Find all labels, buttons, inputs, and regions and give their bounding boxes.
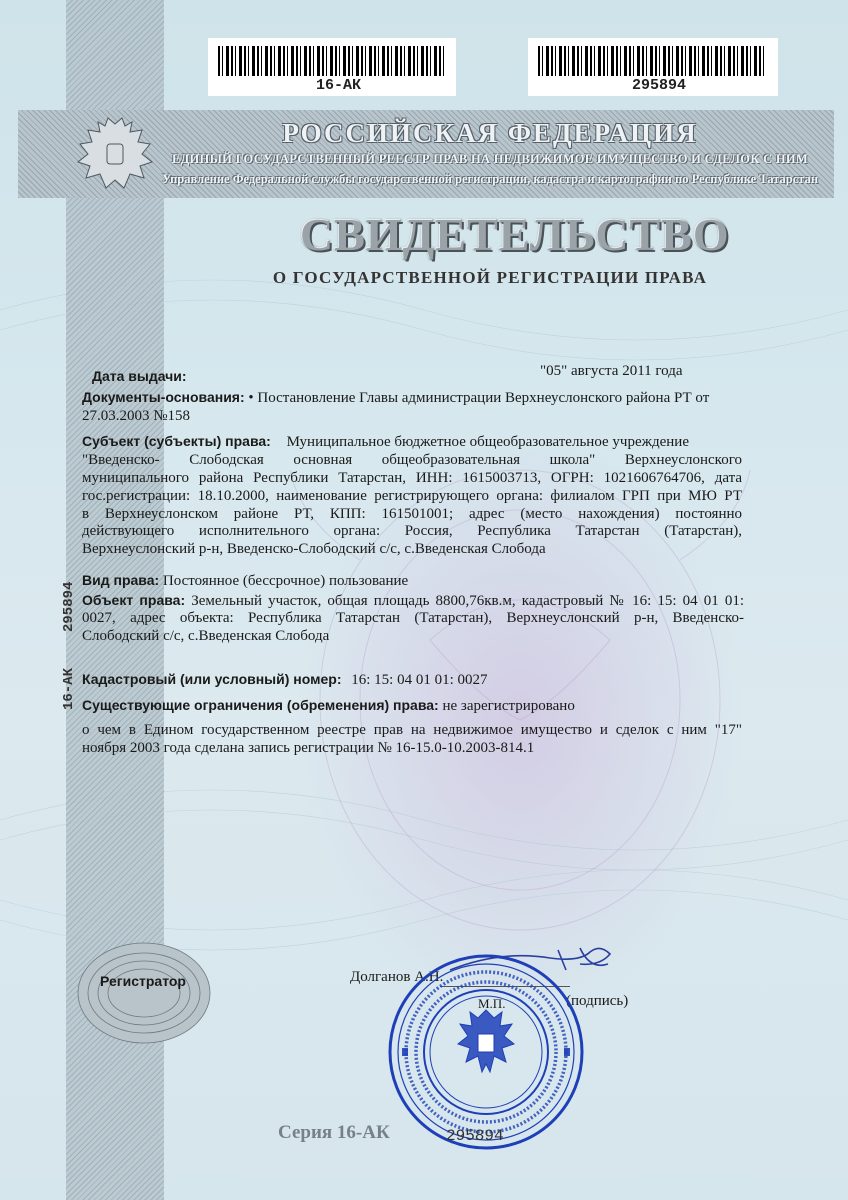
header-subtitle-registry: ЕДИНЫЙ ГОСУДАРСТВЕННЫЙ РЕЕСТР ПРАВ НА НЕДВИЖИМОЕ ИМУЩЕСТВО И СДЕЛОК С НИМ	[171, 152, 809, 166]
cadastral-label: Кадастровый (или условный) номер:	[82, 671, 342, 687]
object-line-2: 0027, адрес объекта: Республика Татарстан (Татарстан), Верхнеуслонский р-н, Введенско-	[82, 610, 744, 626]
object-label: Объект права:	[82, 592, 186, 608]
header-subtitle-authority: Управление Федеральной службы государственной регистрации, кадастра и картографии по Республике Татарстан	[161, 172, 819, 186]
cadastral-value: 16: 15: 04 01 01: 0027	[351, 672, 488, 688]
registrar-name: Долганов А.Н.	[350, 969, 444, 985]
issue-date-label: Дата выдачи:	[92, 368, 187, 384]
documents-label: Документы-основания:	[82, 389, 245, 405]
footer-series-label: Серия 16-АК	[278, 1122, 390, 1143]
right-type-label: Вид права:	[82, 572, 160, 588]
subject-line-4: гос.регистрации: 18.10.2000, наименование регистрирующего органа: филиалом ГРП при МЮ РТ	[82, 488, 742, 504]
document-title: СВИДЕТЕЛЬСТВО	[300, 209, 730, 260]
barcode-right-code: 295894	[632, 77, 687, 94]
subject-line-3: муниципального района Республики Татарстан, ИНН: 1615003713, ОГРН: 1021606764706, дата	[82, 470, 742, 486]
subject-line-1: Муниципальное бюджетное общеобразовательное учреждение	[286, 434, 689, 450]
footer-series-number: 295894	[446, 1127, 504, 1145]
header-title: РОССИЙСКАЯ ФЕДЕРАЦИЯ	[282, 118, 698, 148]
coat-of-arms-icon	[72, 114, 158, 196]
subject-label: Субъект (субъекты) права:	[82, 433, 271, 449]
barcode-left-code: 16-АК	[316, 77, 362, 94]
stamp-place-mark: М.П.	[478, 996, 506, 1011]
side-series-code	[40, 560, 80, 720]
subject-line-5: в Верхнеуслонском районе РТ, КПП: 161501001; адрес (место нахождения) постоянно	[82, 506, 742, 522]
barcode-left	[208, 38, 456, 96]
barcode-bars	[218, 46, 446, 76]
registrar-rosette-icon	[74, 938, 214, 1048]
subject-line-6: действующего исполнительного органа: Россия, Республика Татарстан (Татарстан),	[82, 523, 742, 539]
object-line-1: Земельный участок, общая площадь 8800,76кв.м, кадастровый № 16: 15: 04 01 01:	[191, 593, 744, 609]
subject-line-7: Верхнеуслонский р-н, Введенско-Слободский с/с, с.Введенская Слобода	[82, 541, 546, 557]
documents-value-cont: 27.03.2003 №158	[82, 408, 191, 424]
signature-caption: (подпись)	[566, 993, 629, 1009]
object-line-3: Слободский с/с, с.Введенская Слобода	[82, 628, 330, 644]
issue-date-value: "05" августа 2011 года	[540, 363, 683, 379]
registrar-label: Регистратор	[100, 973, 186, 989]
side-series-text: 16-АК	[61, 667, 77, 710]
subject-line-2: "Введенско- Слободская основная общеобразовательная школа" Верхнеуслонского	[82, 452, 742, 468]
encumbrance-label: Существующие ограничения (обременения) права:	[82, 697, 439, 713]
documents-value: • Постановление Главы администрации Верхнеуслонского района РТ от	[248, 390, 710, 406]
barcode-right	[528, 38, 778, 96]
record-line-2: ноября 2003 года сделана запись регистрации № 16-15.0-10.2003-814.1	[82, 740, 535, 756]
official-seal-stamp	[386, 952, 586, 1152]
side-number-text: 295894	[61, 581, 77, 632]
barcode-bars	[538, 46, 766, 76]
encumbrance-value: не зарегистрировано	[442, 698, 575, 714]
document-subtitle: О ГОСУДАРСТВЕННОЙ РЕГИСТРАЦИИ ПРАВА	[272, 268, 708, 287]
right-type-value: Постоянное (бессрочное) пользование	[162, 573, 409, 589]
record-line-1: о чем в Едином государственном реестре прав на недвижимое имущество и сделок с ним "17"	[82, 722, 742, 738]
